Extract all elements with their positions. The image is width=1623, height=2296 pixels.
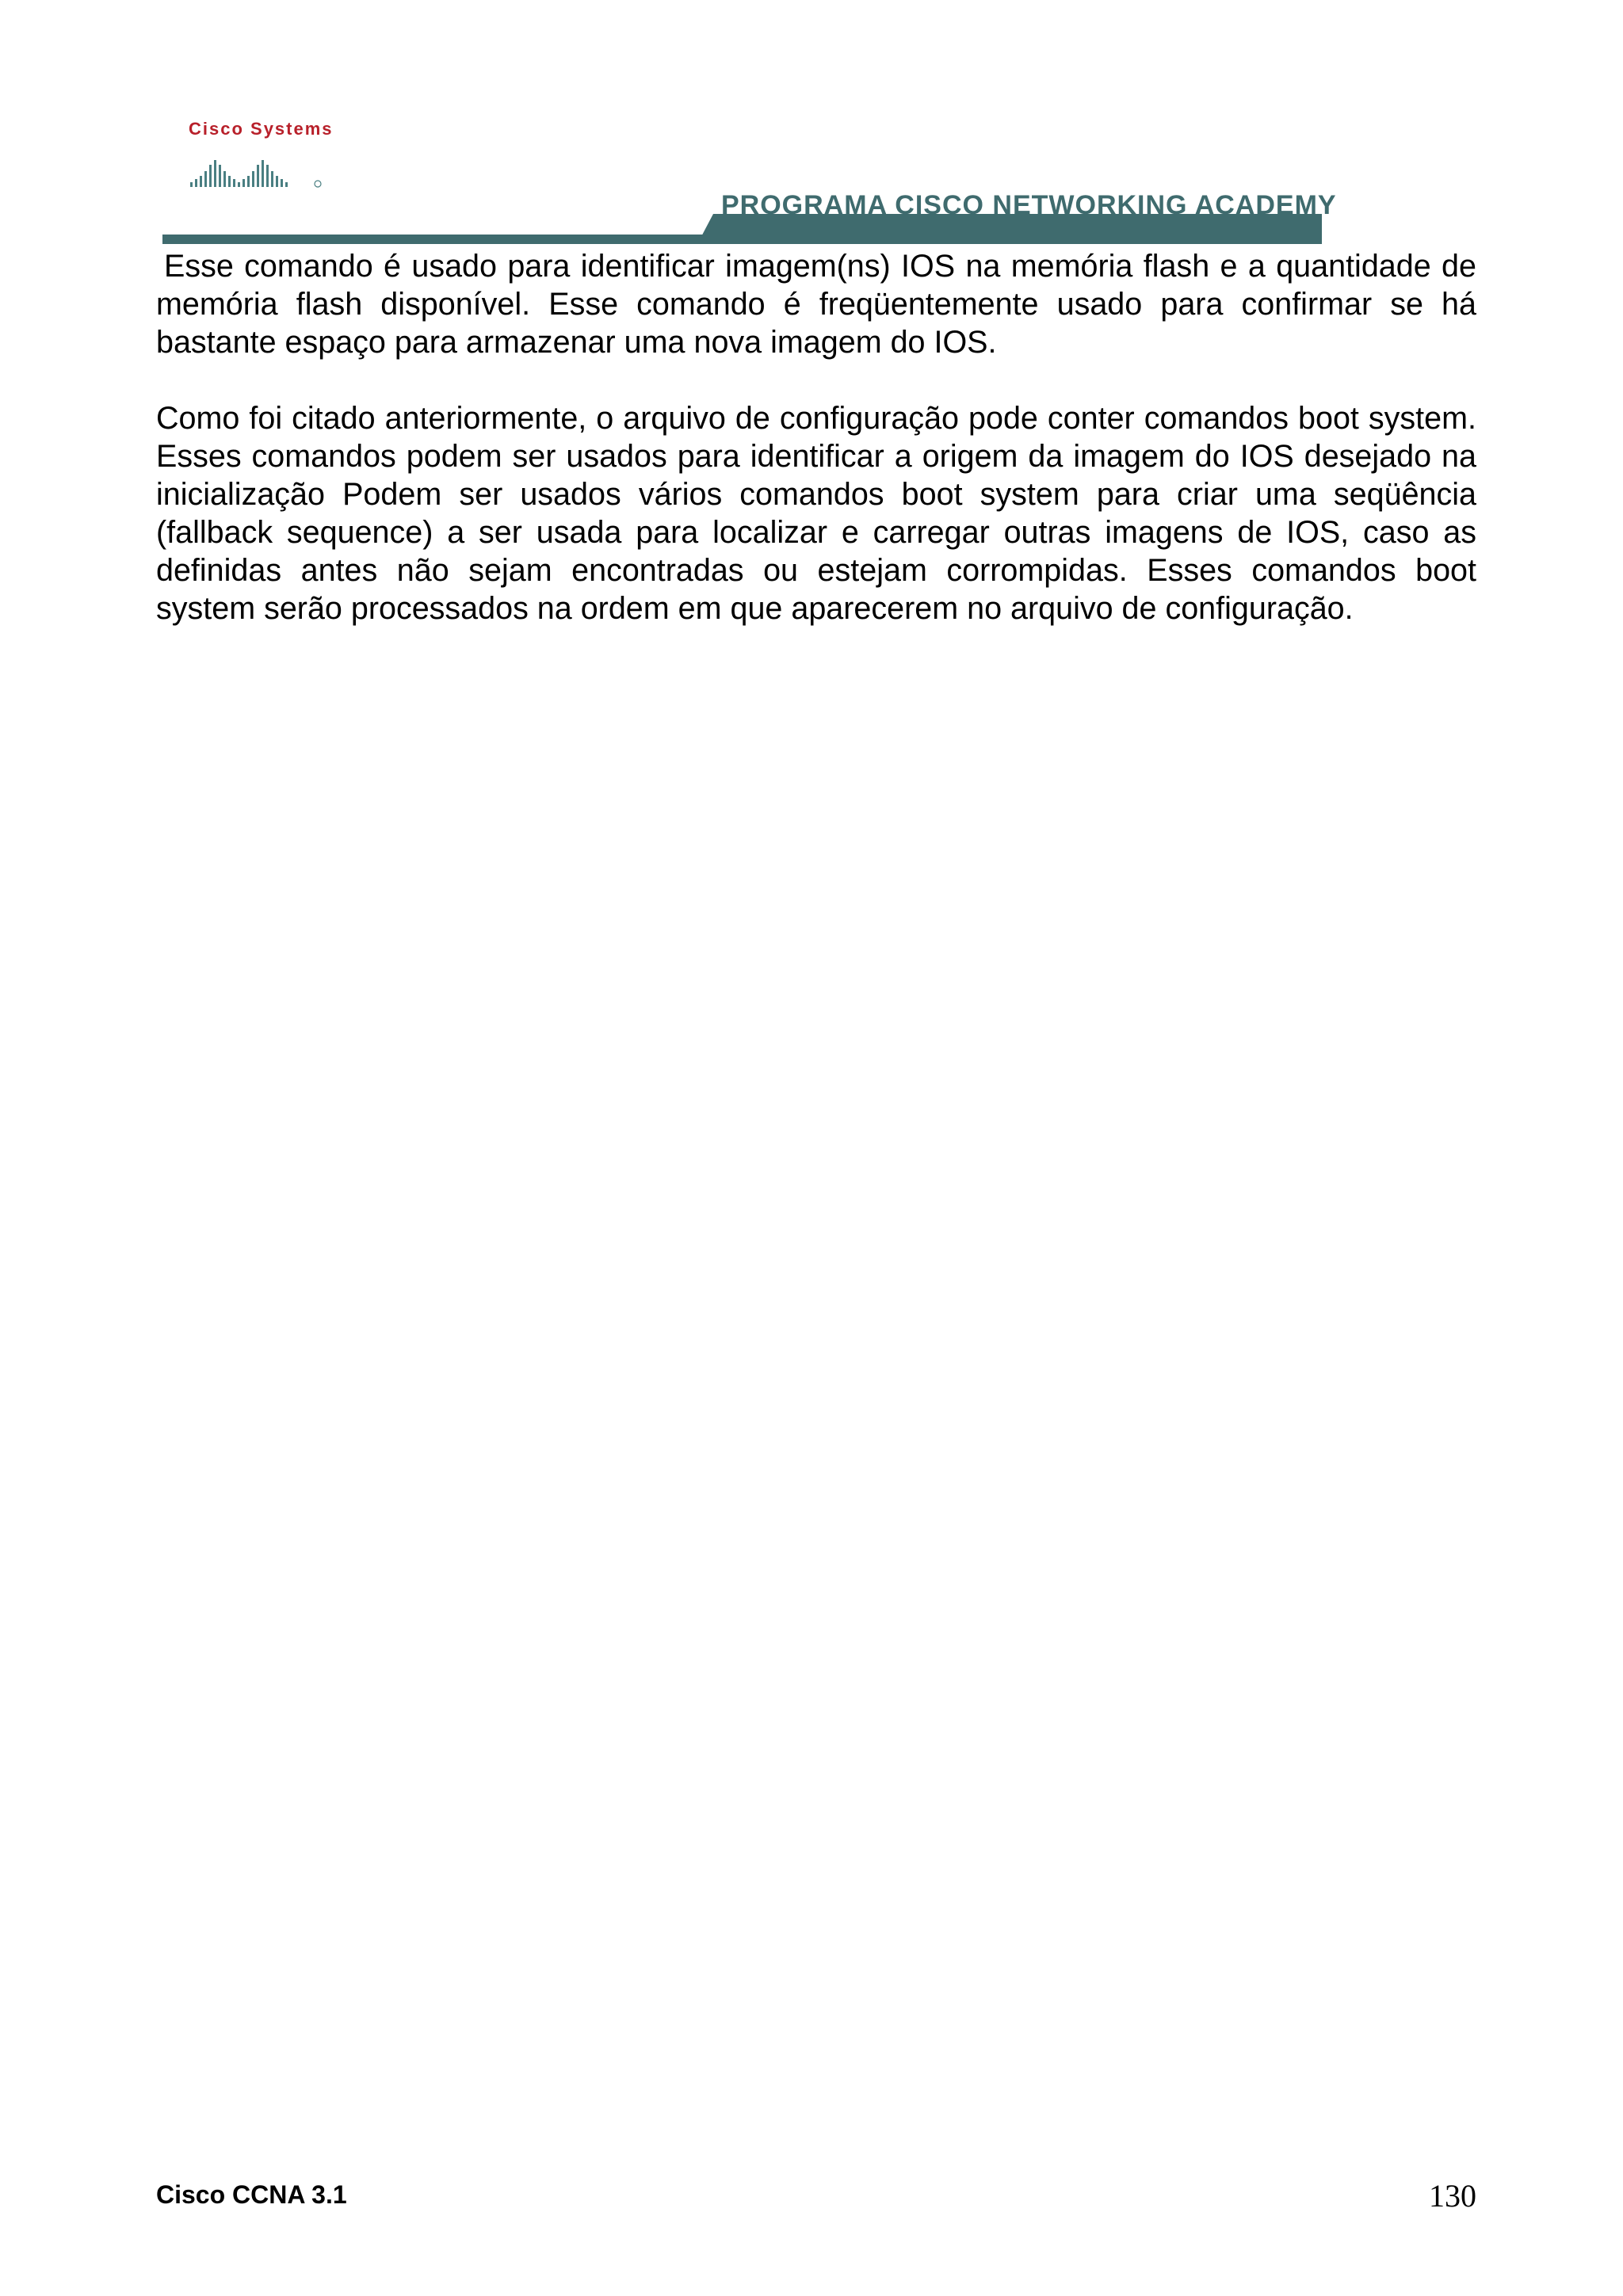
logo-text: Cisco Systems [189, 119, 334, 139]
footer-title: Cisco CCNA 3.1 [156, 2180, 347, 2209]
page-content [156, 247, 1476, 666]
academy-title: PROGRAMA CISCO NETWORKING ACADEMY [721, 190, 1337, 220]
paragraph-2: Como foi citado anteriormente, o arquivo de configuração pode conter comandos boot system. Esses comandos podem ser usados para identificar a origem da imagem do IOS desejado na inicialização Podem ser usados vários comandos boot system para criar uma seqüência (fallback sequence) a ser usada para localizar e carregar outras imagens de IOS, caso as definidas antes não sejam encontradas ou estejam corrompidas. Esses comandos boot system serão processados na ordem em que aparecerem no arquivo de configuração. [156, 401, 1476, 626]
page-number: 130 [1429, 2178, 1476, 2214]
page-header [0, 0, 1623, 254]
paragraph-1: Esse comando é usado para identificar imagem(ns) IOS na memória flash e a quantidade de memória flash disponível. Esse comando é freqüentemente usado para confirmar se há bastante espaço para armazenar uma nova imagem do IOS. [156, 249, 1476, 360]
